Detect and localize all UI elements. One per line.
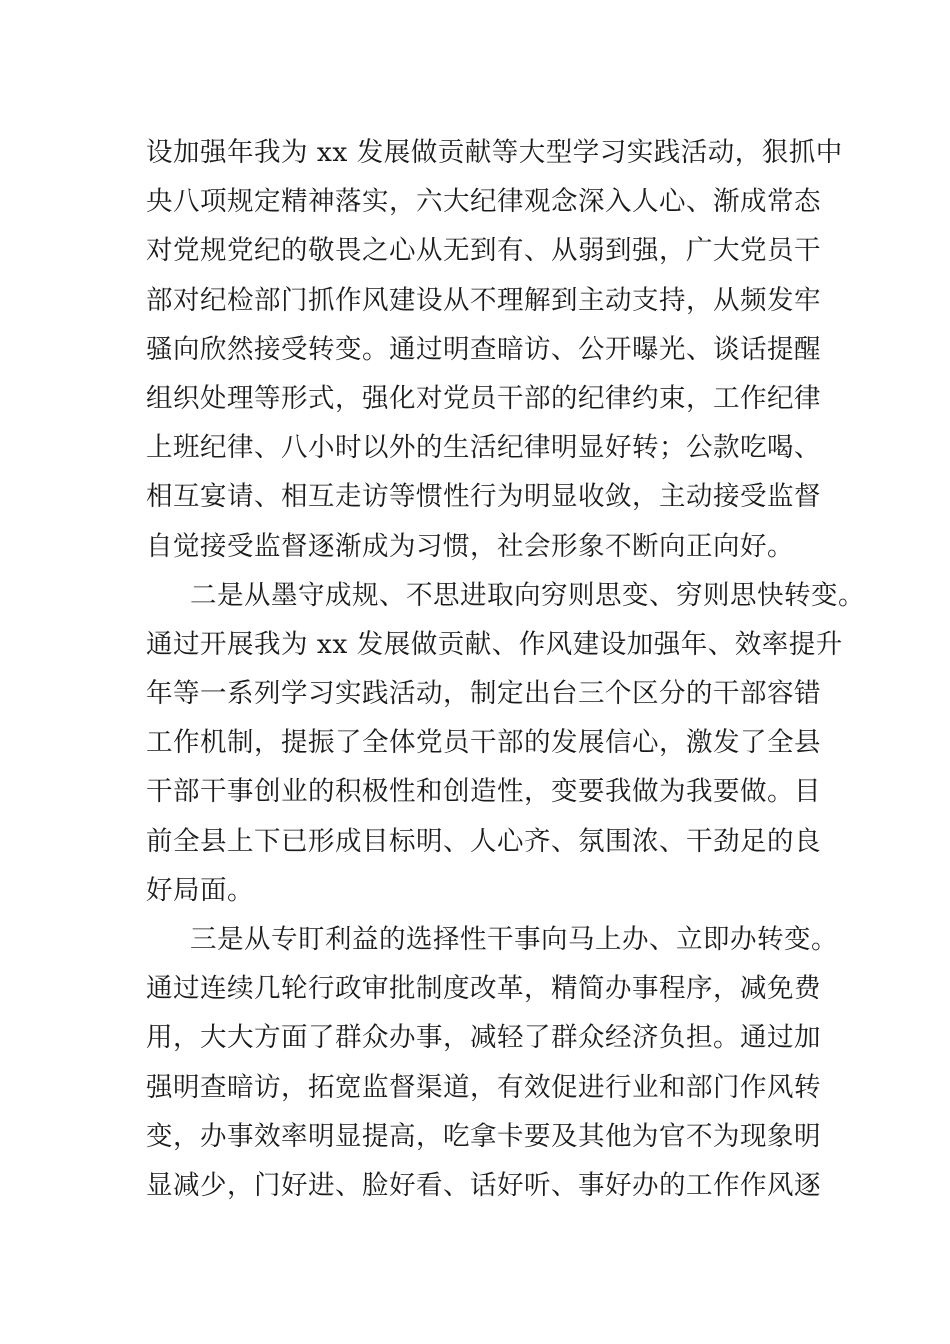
text-line: 用，大大方面了群众办事，减轻了群众经济负担。通过加 [146, 1022, 821, 1054]
text-line: 通过开展我为 xx 发展做贡献、作风建设加强年、效率提升 [146, 628, 843, 660]
text-line: 年等一系列学习实践活动，制定出台三个区分的干部容错 [146, 678, 821, 710]
text-line: 设加强年我为 xx 发展做贡献等大型学习实践活动，狠抓中 [146, 137, 843, 168]
text-line: 干部干事创业的积极性和创造性，变要我做为我要做。目 [146, 776, 821, 808]
paragraph-first-line: 二是从墨守成规、不思进取向穷则思变、穷则思快转变。 [190, 579, 865, 611]
document-body [146, 128, 865, 1210]
text-line: 上班纪律、八小时以外的生活纪律明显好转；公款吃喝、 [146, 432, 821, 464]
paragraph-first-line: 三是从专盯利益的选择性干事向马上办、立即办转变。 [190, 924, 838, 955]
text-line: 强明查暗访，拓宽监督渠道，有效促进行业和部门作风转 [146, 1071, 821, 1103]
text-line: 部对纪检部门抓作风建设从不理解到主动支持，从频发牢 [146, 284, 821, 316]
text-line: 通过连续几轮行政审批制度改革，精简办事程序，减免费 [146, 973, 821, 1005]
text-line: 组织处理等形式，强化对党员干部的纪律约束，工作纪律 [146, 382, 821, 414]
text-line: 央八项规定精神落实，六大纪律观念深入人心、渐成常态 [146, 186, 821, 218]
text-line: 变，办事效率明显提高，吃拿卡要及其他为官不为现象明 [146, 1120, 821, 1152]
text-line: 好局面。 [146, 874, 254, 906]
text-line: 相互宴请、相互走访等惯性行为明显收敛，主动接受监督 [146, 481, 821, 513]
text-line: 对党规党纪的敬畏之心从无到有、从弱到强，广大党员干 [146, 235, 821, 267]
text-line: 骚向欣然接受转变。通过明查暗访、公开曝光、谈话提醒 [146, 333, 821, 365]
text-line: 前全县上下已形成目标明、人心齐、氛围浓、干劲足的良 [146, 825, 821, 857]
text-line: 自觉接受监督逐渐成为习惯，社会形象不断向正向好。 [146, 530, 794, 562]
text-line: 显减少，门好进、脸好看、话好听、事好办的工作作风逐 [146, 1169, 821, 1201]
text-line: 工作机制，提振了全体党员干部的发展信心，激发了全县 [146, 727, 821, 759]
